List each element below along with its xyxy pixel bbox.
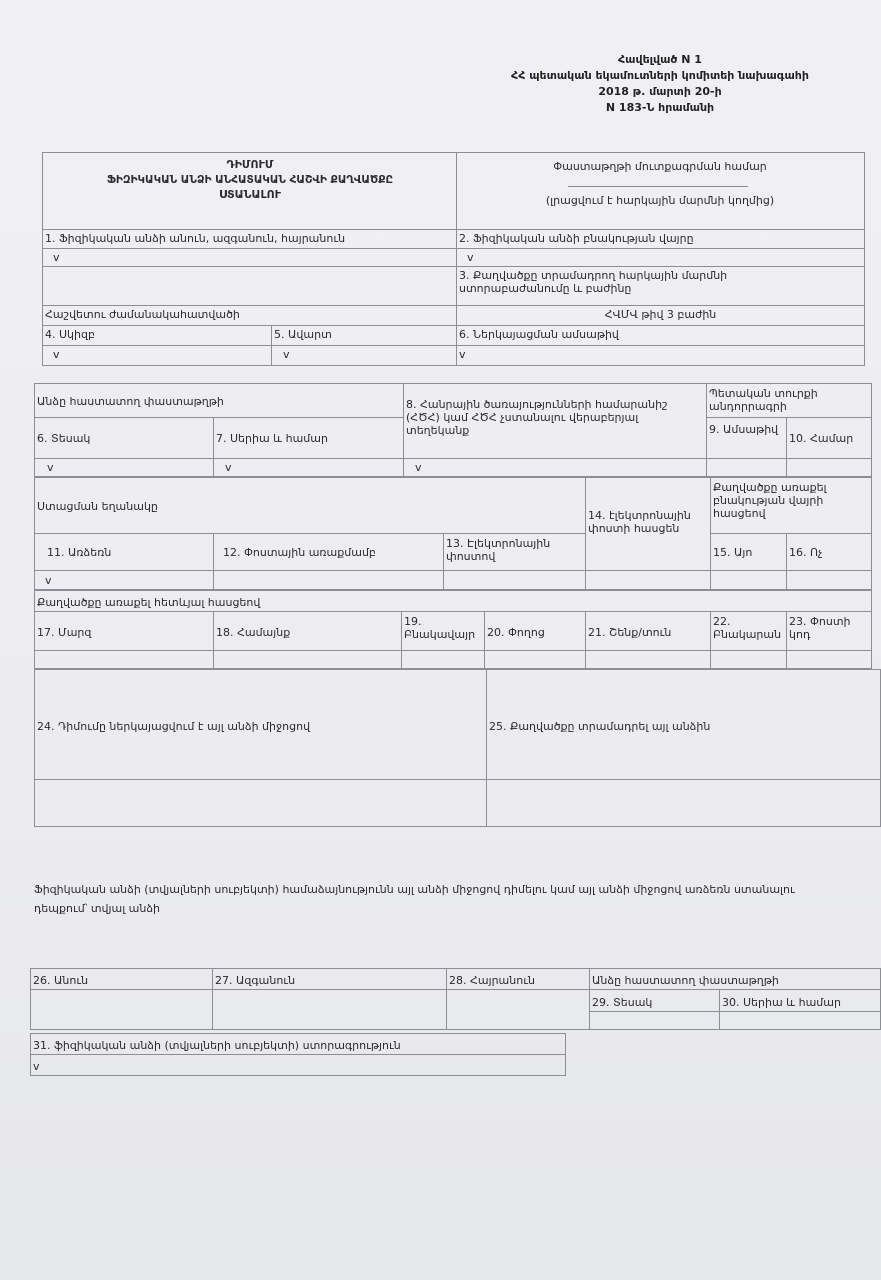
form-title-1: ԴԻՄՈՒՄ (226, 158, 274, 171)
row-line (710, 533, 872, 534)
field-11-in-person-label: 11. Առձեռն (47, 546, 112, 559)
appendix-header (470, 52, 850, 116)
registration-note: (լրացվում է հարկային մարմնի կողմից) (545, 194, 775, 207)
field-26-first-name-label: 26. Անուն (33, 974, 89, 987)
registration-line (568, 186, 748, 187)
row-line (34, 650, 872, 651)
field-28-patronymic-label: 28. Հայրանուն (449, 974, 535, 987)
field-2-value[interactable]: v (467, 251, 474, 264)
field-7-series-label: 7. Սերիա և համար (216, 432, 328, 445)
field-17-region-label: 17. Մարզ (37, 626, 92, 639)
consent-paragraph: Ֆիզիկական անձի (տվյալների սուբյեկտի) համաձայնությունն այլ անձի միջոցով դիմելու կամ այլ անձի միջոցով առձեռն ստանալու դեպքում՝ տվյալ անձի (34, 883, 795, 915)
row-line (589, 1011, 881, 1012)
col-line (786, 417, 787, 477)
row-line (30, 1054, 566, 1055)
field-5-value[interactable]: v (283, 348, 290, 361)
header-line-2: ՀՀ պետական եկամուտների կոմիտեի նախագահի (511, 69, 809, 82)
field-24-representative-label: 24. Դիմումը ներկայացվում է այլ անձի միջոցով (37, 720, 311, 733)
field-31-value[interactable]: v (33, 1060, 40, 1073)
field-27-last-name-label: 27. Ազգանուն (215, 974, 296, 987)
field-12-postal-label: 12. Փոստային առաքմամբ (223, 546, 376, 559)
field-11-value[interactable]: v (45, 574, 52, 587)
field-4-start-label: 4. Սկիզբ (45, 328, 95, 341)
col-line (213, 417, 214, 477)
field-29-type-label: 29. Տեսակ (592, 996, 653, 1009)
field-20-street-label: 20. Փողոց (487, 626, 545, 639)
field-10-number-label: 10. Համար (789, 432, 854, 445)
deliver-address-label: Քաղվածքը առաքել հետևյալ հասցեով (37, 596, 261, 609)
field-18-community-label: 18. Համայնք (216, 626, 291, 639)
id-document-label-2: Անձը հաստատող փաստաթղթի (592, 974, 779, 987)
field-13-email-delivery-label: 13. Էլեկտրոնային փոստով (446, 537, 551, 563)
field-23-postal-code-label: 23. Փոստի կոդ (789, 615, 851, 641)
state-duty-label: Պետական տուրքի անդորրագրի (709, 387, 818, 413)
form-title-3: ՍՏԱՆԱԼՈՒ (219, 188, 281, 201)
field-25-other-recipient-label: 25. Քաղվածքը տրամադրել այլ անձին (489, 720, 711, 733)
row-line (34, 570, 872, 571)
field-19-settlement-label: 19. Բնակավայր (404, 615, 476, 641)
field-16-no-label: 16. Ոչ (789, 546, 823, 559)
field-6-value[interactable]: v (47, 461, 54, 474)
row-line (34, 611, 872, 612)
field-2-residence-label: 2. Ֆիզիկական անձի բնակության վայրը (459, 232, 694, 245)
row-line (42, 345, 865, 346)
field-6-date-label: 6. Ներկայացման ամսաթիվ (459, 328, 619, 341)
field-8-value[interactable]: v (415, 461, 422, 474)
delivery-method-label: Ստացման եղանակը (37, 500, 158, 513)
send-to-residence-label: Քաղվածքը առաքել բնակության վայրի հասցեով (713, 481, 827, 520)
form-title-2: ՖԻԶԻԿԱԿԱՆ ԱՆՁԻ ԱՆՀԱՏԱԿԱՆ ՀԱՇՎԻ ՔԱՂՎԱԾՔԸ (106, 174, 394, 186)
field-1-value[interactable]: v (53, 251, 60, 264)
field-21-building-label: 21. Շենք/տուն (588, 626, 672, 639)
field-14-email-label: 14. էլեկտրոնային փոստի հասցեն (588, 509, 691, 535)
row-line (42, 248, 865, 249)
section-representative-box (34, 669, 881, 827)
field-31-signature-label: 31. ֆիզիկական անձի (տվյալների սուբյեկտի) ստորագրություն (33, 1039, 401, 1052)
field-5-end-label: 5. Ավարտ (274, 328, 332, 341)
row-line (34, 458, 872, 459)
field-9-date-label: 9. Ամսաթիվ (709, 423, 779, 436)
header-line-3: 2018 թ. մարտի 20-ի (598, 85, 722, 98)
row-line (30, 989, 881, 990)
field-8-ssn-label: 8. Հանրային ծառայությունների համարանիշ (ՀԾՀ) կամ ՀԾՀ չստանալու վերաբերյալ տեղեկանք (406, 398, 668, 437)
row-line (706, 417, 872, 418)
registration-label: Փաստաթղթի մուտքագրման համար (553, 160, 767, 173)
field-3-tax-unit-label: 3. Քաղվածքը տրամադրող հարկային մարմնի ստորաբաժանումը և բաժինը (459, 269, 728, 295)
field-3-value[interactable]: ՀՎՄՎ թիվ 3 բաժին (604, 308, 717, 321)
col-line (213, 533, 214, 590)
field-15-yes-label: 15. Այո (713, 546, 753, 559)
field-22-apartment-label: 22. Բնակարան (713, 615, 782, 641)
field-6-type-label: 6. Տեսակ (37, 432, 91, 445)
row-line (34, 533, 585, 534)
row-line (34, 779, 881, 780)
col-line (486, 669, 487, 827)
field-6-value[interactable]: v (459, 348, 466, 361)
field-1-name-label: 1. Ֆիզիկական անձի անուն, ազգանուն, հայրանուն (45, 232, 346, 245)
col-line (786, 533, 787, 590)
reporting-period-label: Հաշվետու ժամանակահատվածի (45, 308, 240, 321)
field-30-series-label: 30. Սերիա և համար (722, 996, 841, 1009)
row-line (34, 417, 403, 418)
field-4-value[interactable]: v (53, 348, 60, 361)
header-line-1: Հավելված N 1 (618, 53, 702, 66)
header-line-4: N 183-Ն հրամանի (605, 101, 715, 114)
id-document-label: Անձը հաստատող փաստաթղթի (37, 395, 224, 408)
row-line (42, 266, 456, 267)
field-7-value[interactable]: v (225, 461, 232, 474)
